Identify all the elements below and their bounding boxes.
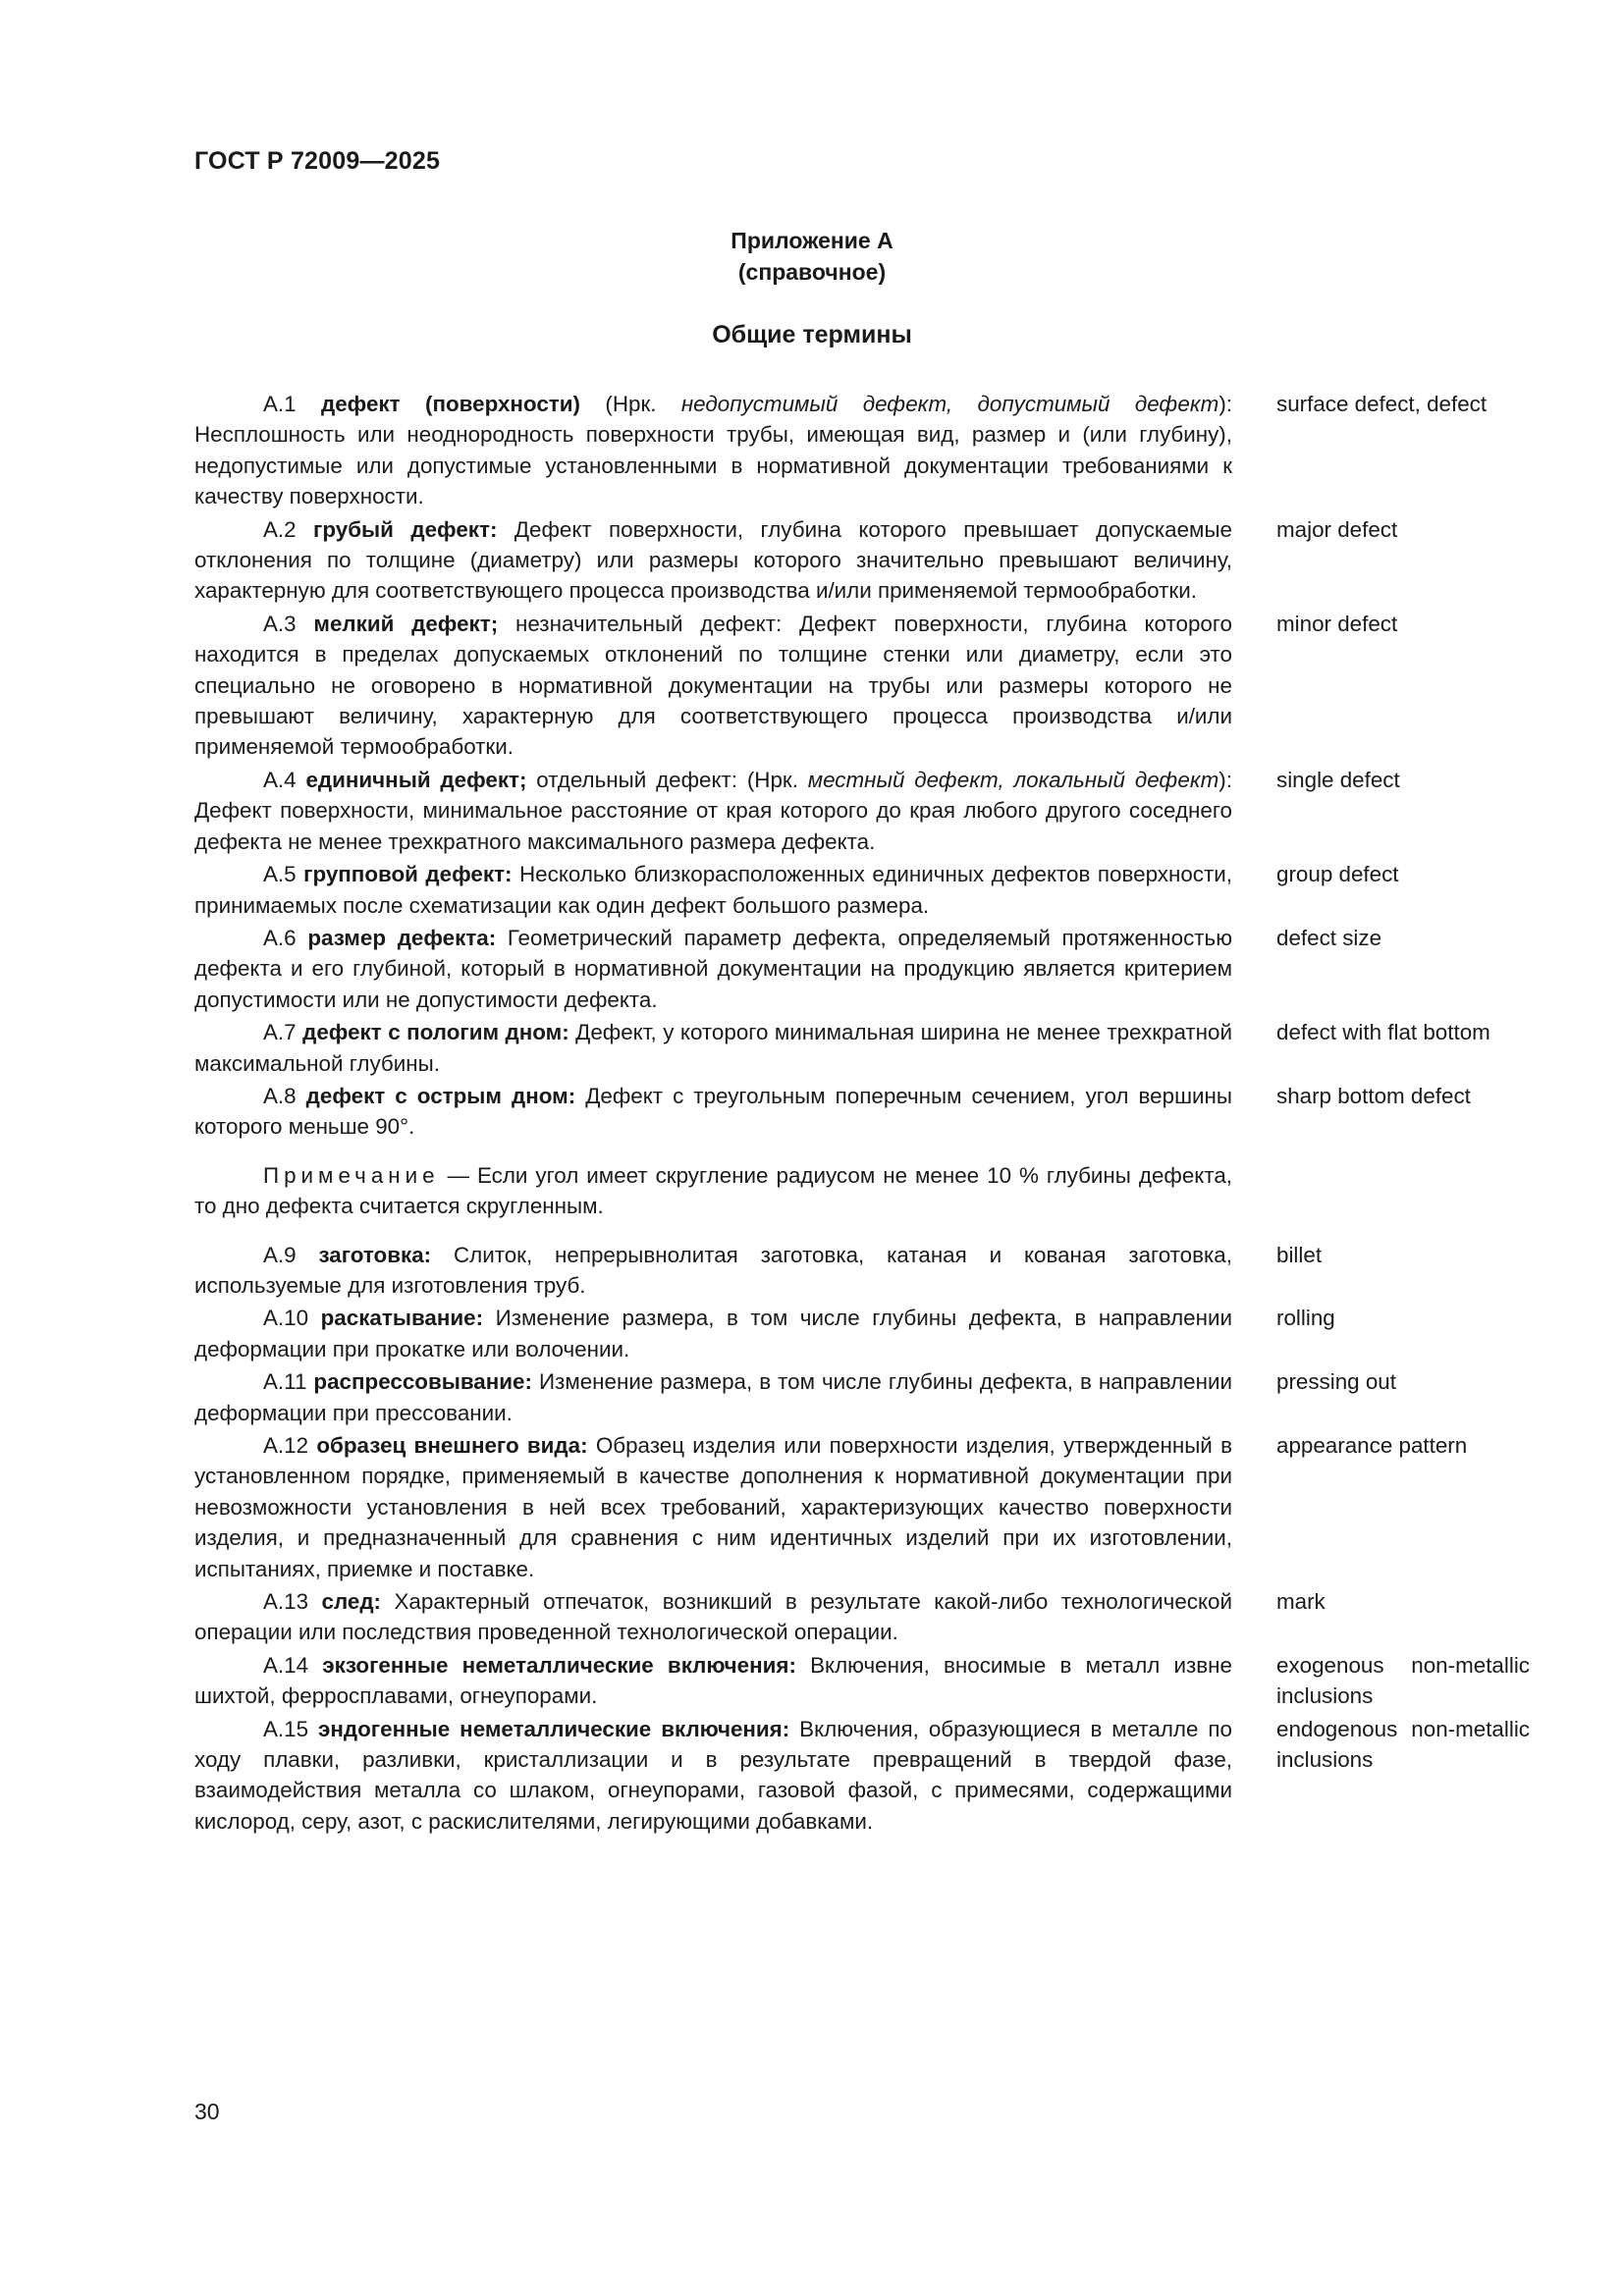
english-equivalent: endogenous non-metallic inclusions [1276, 1716, 1530, 1773]
term-definition [194, 923, 1232, 1015]
term-row [194, 1650, 1530, 1712]
term-definition [194, 1650, 1232, 1712]
term-name: грубый дефект: [313, 516, 498, 542]
term-row [194, 1303, 1530, 1364]
term-number: А.15 [263, 1716, 309, 1741]
note-label: Примечание [263, 1162, 440, 1188]
term-definition [194, 765, 1232, 857]
term-row [194, 514, 1530, 607]
definition-text: Несколько близкорасположенных единичных дефектов поверхности, принимаемых после схематизации как один дефект большого размера. [194, 862, 1232, 918]
definition-text: Дефект с треугольным поперечным сечением, угол вершины которого меньше 90°. [194, 1083, 1232, 1140]
term-number: А.4 [263, 767, 297, 792]
english-equivalent: defect with flat bottom [1276, 1020, 1490, 1045]
term-number: А.10 [263, 1306, 309, 1331]
terms-list [194, 389, 1530, 1839]
english-equivalent: mark [1276, 1589, 1326, 1615]
term-definition [194, 1430, 1232, 1584]
term-definition [194, 1017, 1232, 1079]
term-number: А.5 [263, 862, 297, 887]
definition-text: Дефект, у которого минимальная ширина не менее трехкратной максимальной глубины. [194, 1020, 1232, 1076]
term-number: А.13 [263, 1589, 309, 1615]
document-code: ГОСТ Р 72009—2025 [194, 147, 441, 175]
term-number: А.3 [263, 611, 297, 636]
definition-text: Дефект поверхности, глубина которого превышает допускаемые отклонения по толщине (диаметру) или размеры которого значительно превышают величину, характерную для соответствующего процесса производства и/или применяемой термообработки. [194, 516, 1232, 604]
term-row [194, 609, 1530, 763]
term-row [194, 1366, 1530, 1428]
term-definition [194, 1586, 1232, 1648]
term-definition [194, 1714, 1232, 1838]
term-number: А.9 [263, 1242, 297, 1267]
term-row [194, 859, 1530, 921]
definition-text: Включения, образующиеся в металле по ходу плавки, разливки, кристаллизации и в результате превращений в твердой фазе, взаимодействия металла со шлаком, огнеупорами, газовой фазой, с примесями, содержащими кислород, серу, азот, с раскислителями, легирующими добавками. [194, 1716, 1232, 1834]
definition-text: Слиток, непрерывнолитая заготовка, катаная и кованая заготовка, используемые для изготовления труб. [194, 1242, 1232, 1298]
term-definition [194, 514, 1232, 607]
appendix-title: Приложение А [731, 228, 893, 253]
term-definition [194, 1366, 1232, 1428]
english-equivalent: appearance pattern [1276, 1433, 1468, 1458]
term-name: заготовка: [318, 1242, 432, 1267]
english-equivalent: rolling [1276, 1306, 1335, 1331]
term-row [194, 389, 1530, 512]
definition-text: Геометрический параметр дефекта, определяемый протяженностью дефекта и его глубиной, который в нормативной документации на продукцию является критерием допустимости или не допустимости дефекта. [194, 925, 1232, 1012]
term-row [194, 1430, 1530, 1584]
appendix-subtitle: (справочное) [737, 259, 887, 285]
english-equivalent: sharp bottom defect [1276, 1083, 1471, 1108]
term-number: А.6 [263, 925, 297, 950]
definition-text: (Нрк. [579, 392, 681, 416]
definition-text: незначительный дефект: Дефект поверхности, глубина которого находится в пределах допускаемых отклонений по толщине стенки или диаметру, если это специально не оговорено в нормативной документации на трубы или размеры которого не превышают величину, характерную для соответствующего процесса производства и/или применяемой термообработки. [194, 611, 1232, 760]
term-name: групповой дефект: [303, 862, 513, 887]
page-number: 30 [194, 2099, 220, 2124]
definition-text: Включения, вносимые в металл извне шихтой, ферросплавами, огнеупорами. [194, 1652, 1232, 1709]
definition-text: отдельный дефект: (Нрк. [526, 767, 808, 792]
term-row [194, 1017, 1530, 1079]
term-number: А.1 [263, 392, 297, 416]
section-title: Общие термины [712, 321, 912, 348]
term-name: дефект (поверхности) [321, 392, 580, 416]
term-definition [194, 1240, 1232, 1302]
term-number: А.11 [263, 1369, 307, 1395]
term-name: след: [321, 1589, 382, 1615]
english-equivalent: surface defect, defect [1276, 392, 1488, 416]
term-definition [194, 389, 1232, 512]
term-name: эндогенные неметаллические включения: [318, 1716, 790, 1741]
term-name: единичный дефект; [305, 767, 527, 792]
english-equivalent: group defect [1276, 862, 1399, 887]
definition-text: Изменение размера, в том числе глубины дефекта, в направлении деформации при прессовании. [194, 1369, 1232, 1425]
term-name: размер дефекта: [307, 925, 497, 950]
term-definition [194, 859, 1232, 921]
term-name: распрессовывание: [313, 1369, 532, 1395]
term-row [194, 1081, 1530, 1143]
term-definition [194, 609, 1232, 763]
term-row [194, 1240, 1530, 1302]
term-number: А.7 [263, 1020, 297, 1045]
term-name: дефект с пологим дном: [302, 1020, 569, 1045]
definition-text: ): Дефект поверхности, минимальное расстояние от края которого до края любого другого соседнего дефекта не менее трехкратного максимального размера дефекта. [194, 767, 1232, 854]
definition-text: Образец изделия или поверхности изделия, утвержденный в установленном порядке, применяемый в качестве дополнения к нормативной документации при невозможности установления в ней всех требований, характеризующих качество поверхности изделия, и предназначенный для сравнения с ним идентичных изделий при их изготовлении, испытаниях, приемке и поставке. [194, 1433, 1232, 1581]
term-number: А.8 [263, 1083, 297, 1108]
term-number: А.2 [263, 516, 297, 542]
note-text: — Если угол имеет скругление радиусом не менее 10 % глубины дефекта, то дно дефекта считается скругленным. [194, 1162, 1232, 1219]
term-name: дефект с острым дном: [305, 1083, 576, 1108]
deprecated-terms: недопустимый дефект, допустимый дефект [680, 392, 1219, 416]
term-name: раскатывание: [320, 1306, 484, 1331]
english-equivalent: defect size [1276, 925, 1382, 950]
term-row [194, 923, 1530, 1015]
term-row [194, 1714, 1530, 1838]
english-equivalent: billet [1276, 1242, 1323, 1267]
term-number: А.12 [263, 1433, 309, 1458]
term-name: мелкий дефект; [313, 611, 499, 636]
english-equivalent: pressing out [1276, 1369, 1396, 1395]
english-equivalent: exogenous non-metallic inclusions [1276, 1652, 1530, 1709]
term-definition [194, 1303, 1232, 1364]
definition-text: Изменение размера, в том числе глубины дефекта, в направлении деформации при прокатке или волочении. [194, 1306, 1232, 1362]
english-equivalent: single defect [1276, 767, 1400, 792]
english-equivalent: minor defect [1276, 611, 1398, 636]
term-name: экзогенные неметаллические включения: [322, 1652, 796, 1678]
definition-text: ): Несплошность или неоднородность поверхности трубы, имеющая вид, размер и (или глубину), недопустимые или допустимые установленными в нормативной документации требованиями к качеству поверхности. [194, 392, 1232, 509]
term-row [194, 765, 1530, 857]
note [194, 1160, 1232, 1222]
term-definition [194, 1081, 1232, 1143]
term-row [194, 1586, 1530, 1648]
definition-text: Характерный отпечаток, возникший в результате какой-либо технологической операции или последствия проведенной технологической операции. [194, 1589, 1232, 1645]
deprecated-terms: местный дефект, локальный дефект [807, 767, 1219, 792]
term-name: образец внешнего вида: [316, 1433, 588, 1458]
english-equivalent: major defect [1276, 516, 1398, 542]
term-number: А.14 [263, 1652, 309, 1678]
